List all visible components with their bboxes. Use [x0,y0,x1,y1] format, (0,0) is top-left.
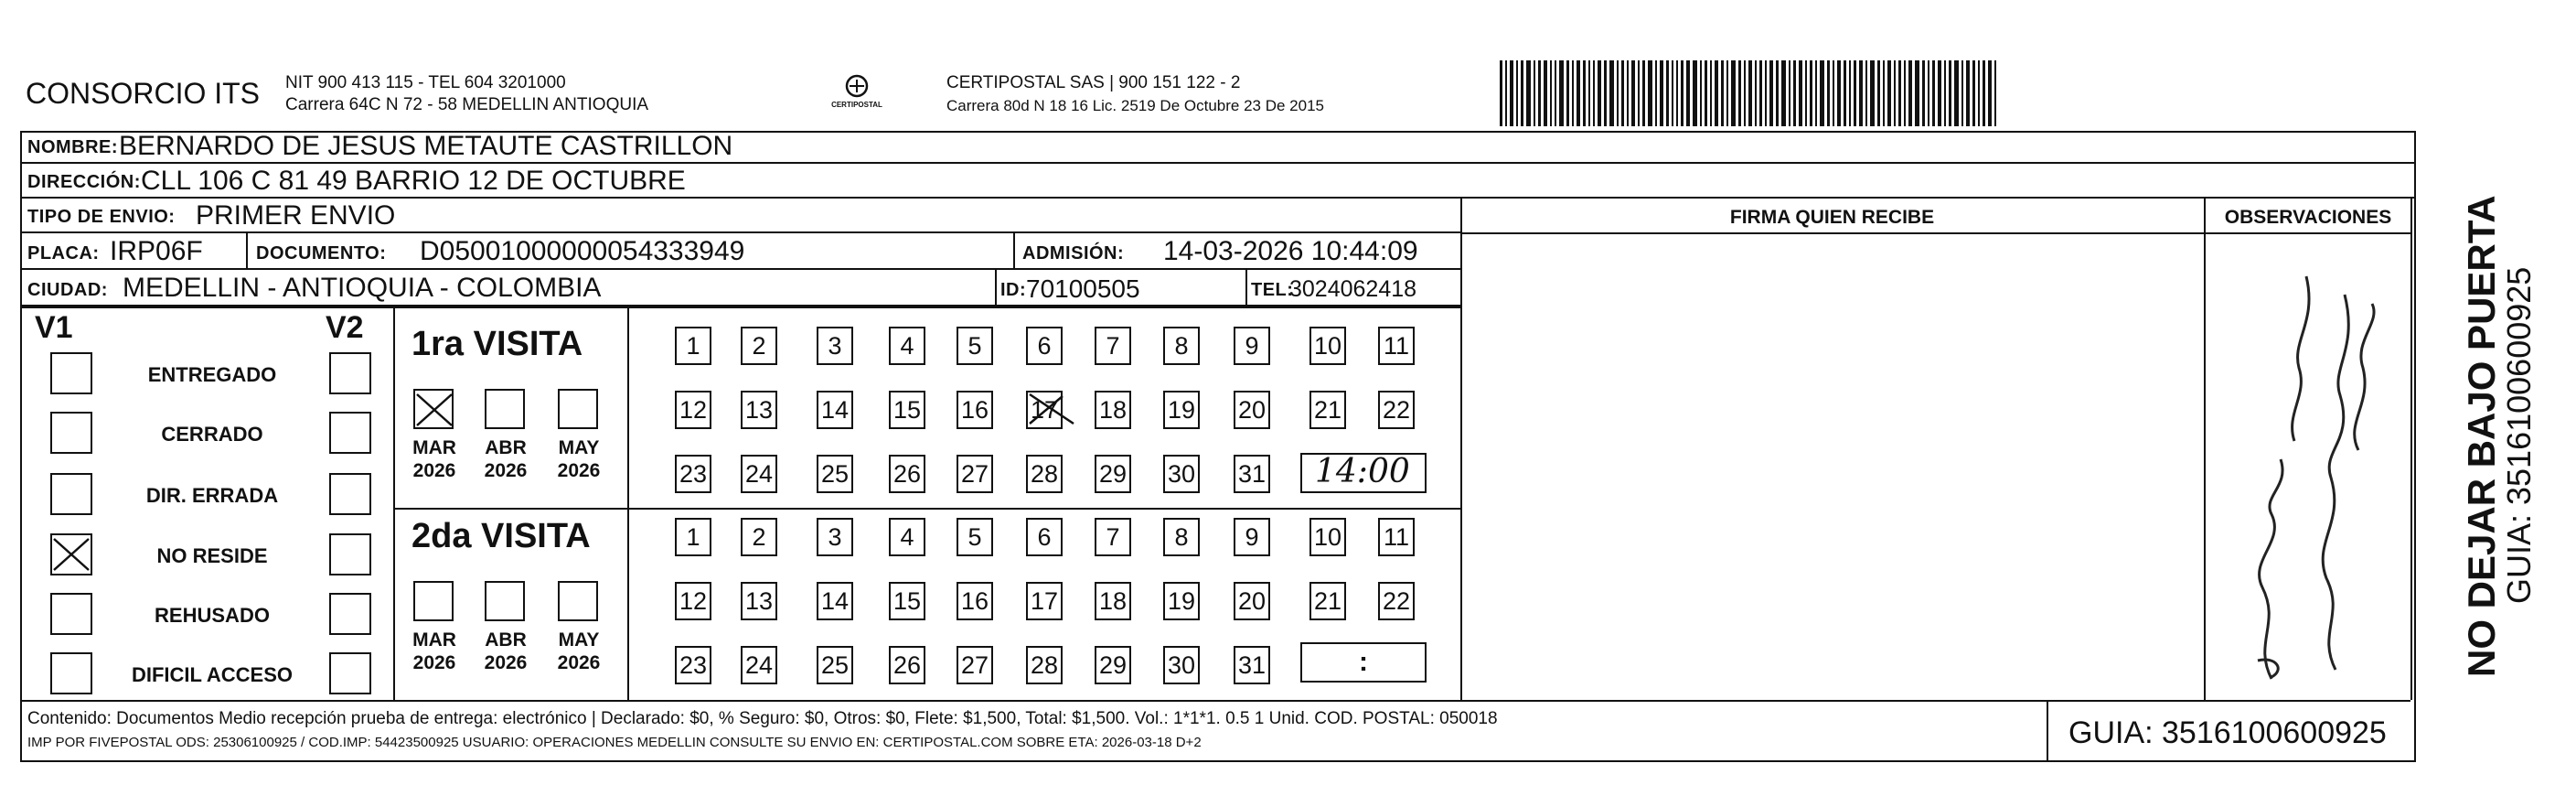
day-box-25[interactable]: 25 [817,646,853,684]
day-box-12[interactable]: 12 [675,582,711,620]
nombre-label: NOMBRE: [27,137,119,157]
firma-header-line [1460,232,2412,234]
day-box-20[interactable]: 20 [1234,582,1270,620]
day-box-16[interactable]: 16 [957,582,993,620]
day-box-10[interactable]: 10 [1309,518,1346,556]
ciudad-row [20,270,1460,306]
v1-checkbox-cerrado[interactable] [50,412,92,454]
day-box-15[interactable]: 15 [889,391,925,429]
day-box-6[interactable]: 6 [1026,327,1063,365]
certipostal-logo [831,73,882,117]
day-box-21[interactable]: 21 [1309,391,1346,429]
v2-checkbox-dir-errada[interactable] [329,473,371,515]
barcode-bar [1810,60,1812,126]
v1-checkbox-rehusado[interactable] [50,593,92,635]
barcode-bar [1593,60,1595,126]
first-visit-time-box[interactable] [1300,453,1427,493]
day-box-15[interactable]: 15 [889,582,925,620]
month-year-label [474,436,538,482]
barcode-bar [1755,60,1757,126]
barcode-bar [1710,60,1712,126]
barcode-bar [1681,60,1683,126]
status-label: CERRADO [161,423,263,446]
footer-imp: IMP POR FIVEPOSTAL ODS: 25306100925 / COD.IMP: 54423500925 USUARIO: OPERACIONES MEDELLIN CONSULTE SU ENVIO EN: CERTIPOSTAL.COM SOBRE ETA: 2026-03-18 D+2 [27,735,1202,750]
id-divider [995,270,997,306]
year-label: 2026 [412,460,456,481]
barcode-bar [1748,60,1752,126]
company-name: CONSORCIO ITS [26,77,261,110]
footer-guia-divider [2047,700,2048,762]
placa-row [20,233,1460,270]
barcode-bar [1776,60,1779,126]
barcode-bar [1781,60,1786,126]
barcode-bar [1521,60,1523,126]
month-year-label [402,629,466,674]
barcode-bar [1837,60,1841,126]
barcode-bar [1648,60,1652,126]
admision-divider [1013,233,1015,270]
side-guia: GUIA: 3516100600925 [2500,266,2538,604]
admision-label: ADMISIÓN: [1022,243,1125,263]
barcode-bar [1870,60,1875,126]
check-mark-icon [50,533,92,575]
status-label: DIR. ERRADA [145,484,279,507]
barcode-bar [1820,60,1824,126]
day-box-5[interactable]: 5 [957,327,993,365]
month-year-label [402,436,466,482]
barcode-bar [1765,60,1767,126]
day-box-11[interactable]: 11 [1378,518,1415,556]
barcode-bar [1833,60,1834,126]
documento-value: D05001000000054333949 [420,236,745,266]
barcode-bar [1731,60,1736,126]
barcode-bar [1954,60,1959,126]
day-box-26[interactable]: 26 [889,455,925,493]
month-label: MAY [558,437,600,458]
barcode-bar [1983,60,1985,126]
day-box-9[interactable]: 9 [1234,518,1270,556]
v2-checkbox-entregado[interactable] [329,352,371,394]
month-label: ABR [485,629,527,651]
month-checkbox-abr[interactable] [485,389,525,429]
barcode-bar [1627,60,1629,126]
v2-label: V2 [326,310,364,345]
barcode-bar [1854,60,1856,126]
barcode-bar [1705,60,1707,126]
barcode-bar [1598,60,1601,126]
status-label: ENTREGADO [147,363,277,386]
tipo-envio-row [20,199,1460,233]
month-year-label [547,629,611,674]
footer-guia: GUIA: 3516100600925 [2068,715,2387,750]
month-checkbox-may[interactable] [558,389,598,429]
month-year-label [547,436,611,482]
barcode-bar [1550,60,1552,126]
barcode-bar [1915,60,1919,126]
barcode-bar [1908,60,1912,126]
day-box-3[interactable]: 3 [817,327,853,365]
day-box-9[interactable]: 9 [1234,327,1270,365]
barcode-bar [1621,60,1624,126]
day-box-14[interactable]: 14 [817,391,853,429]
day-box-27[interactable]: 27 [957,646,993,684]
barcode-bar [1642,60,1645,126]
barcode-bar [1510,60,1513,126]
day-box-19[interactable]: 19 [1163,582,1200,620]
barcode [1500,60,1999,126]
barcode-bar [1865,60,1867,126]
certipostal-logo-text: CERTIPOSTAL [831,101,882,109]
barcode-bar [1693,60,1697,126]
barcode-bar [1505,60,1507,126]
year-label: 2026 [484,460,528,481]
direccion-row [20,164,2416,199]
day-box-20[interactable]: 20 [1234,391,1270,429]
v1-label: V1 [35,310,73,345]
month-checkbox-mar[interactable] [413,581,454,621]
barcode-bar [1583,60,1586,126]
barcode-bar [1559,60,1564,126]
month-checkbox-mar[interactable] [413,389,454,429]
barcode-bar [1815,60,1817,126]
barcode-bar [1538,60,1541,126]
barcode-bar [1715,60,1718,126]
barcode-bar [1877,60,1880,126]
v2-checkbox-rehusado[interactable] [329,593,371,635]
day-box-12[interactable]: 12 [675,391,711,429]
day-box-8[interactable]: 8 [1163,518,1200,556]
barcode-bar [1928,60,1929,126]
day-box-23[interactable]: 23 [675,455,711,493]
day-box-1[interactable]: 1 [675,327,711,365]
day-box-19[interactable]: 19 [1163,391,1200,429]
placa-divider [246,233,248,270]
barcode-bar [1978,60,1980,126]
day-box-26[interactable]: 26 [889,646,925,684]
barcode-bar [1744,60,1746,126]
day-box-13[interactable]: 13 [741,582,777,620]
day-cross-mark-icon [1026,391,1081,429]
barcode-bar [1883,60,1885,126]
year-label: 2026 [557,460,601,481]
day-box-17[interactable]: 17 [1026,582,1063,620]
footer-top-line [20,700,2410,702]
status-label: REHUSADO [155,604,270,627]
barcode-bar [1686,60,1690,126]
company-address: Carrera 64C N 72 - 58 MEDELLIN ANTIOQUIA [285,95,649,114]
barcode-bar [1966,60,1970,126]
barcode-bar [1500,60,1502,126]
barcode-bar [1994,60,1996,126]
day-box-5[interactable]: 5 [957,518,993,556]
obs-left-border [2204,199,2206,700]
tel-label: TEL: [1251,280,1294,300]
day-box-3[interactable]: 3 [817,518,853,556]
day-box-4[interactable]: 4 [889,518,925,556]
direccion-label: DIRECCIÓN: [27,172,141,192]
year-label: 2026 [557,652,601,673]
barcode-bar [1566,60,1569,126]
observaciones-label: OBSERVACIONES [2224,207,2392,228]
documento-label: DOCUMENTO: [256,243,387,263]
day-box-28[interactable]: 28 [1026,455,1063,493]
day-box-6[interactable]: 6 [1026,518,1063,556]
barcode-bar [1859,60,1863,126]
day-box-1[interactable]: 1 [675,518,711,556]
v1-checkbox-no-reside[interactable] [50,533,92,575]
day-box-18[interactable]: 18 [1095,582,1131,620]
v1-checkbox-dificil-acceso[interactable] [50,652,92,694]
visits-left-border [393,306,395,700]
day-box-28[interactable]: 28 [1026,646,1063,684]
v2-checkbox-dificil-acceso[interactable] [329,652,371,694]
barcode-bar [1904,60,1906,126]
day-box-11[interactable]: 11 [1378,327,1415,365]
ciudad-value: MEDELLIN - ANTIOQUIA - COLOMBIA [123,273,602,303]
day-box-24[interactable]: 24 [741,455,777,493]
no-dejar-bajo-puerta: NO DEJAR BAJO PUERTA [2460,195,2503,677]
barcode-bar [1805,60,1807,126]
direccion-value: CLL 106 C 81 49 BARRIO 12 DE OCTUBRE [141,166,686,196]
day-box-31[interactable]: 31 [1234,646,1270,684]
barcode-bar [1676,60,1678,126]
placa-value: IRP06F [110,236,203,266]
barcode-bar [1922,60,1925,126]
day-box-21[interactable]: 21 [1309,582,1346,620]
barcode-bar [1534,60,1535,126]
month-label: ABR [485,437,527,458]
barcode-bar [1672,60,1673,126]
day-box-2[interactable]: 2 [741,327,777,365]
barcode-bar [1660,60,1663,126]
status-top-line [20,306,1460,308]
barcode-bar [1726,60,1728,126]
tipo-envio-label: TIPO DE ENVIO: [27,207,176,227]
month-label: MAR [412,437,456,458]
firma-left-border [1460,199,1462,700]
barcode-bar [1588,60,1590,126]
admision-value: 14-03-2026 10:44:09 [1163,236,1418,266]
barcode-bar [1526,60,1531,126]
barcode-bar [1666,60,1669,126]
month-year-label [474,629,538,674]
v2-checkbox-cerrado[interactable] [329,412,371,454]
barcode-bar [1932,60,1935,126]
barcode-bar [1988,60,1992,126]
second-visit-title: 2da VISITA [412,517,591,555]
barcode-bar [1789,60,1790,126]
nombre-row [20,131,2416,164]
day-box-2[interactable]: 2 [741,518,777,556]
day-box-7[interactable]: 7 [1095,327,1131,365]
nombre-value: BERNARDO DE JESUS METAUTE CASTRILLON [119,131,733,161]
id-label: ID: [1000,280,1027,300]
v1-checkbox-entregado[interactable] [50,352,92,394]
barcode-bar [1631,60,1635,126]
barcode-bar [1972,60,1975,126]
barcode-bar [1769,60,1773,126]
visits-days-border [627,306,629,700]
month-label: MAY [558,629,600,651]
status-label: NO RESIDE [156,544,268,567]
year-label: 2026 [484,652,528,673]
barcode-bar [1555,60,1556,126]
first-visit-title: 1ra VISITA [412,325,583,363]
day-box-16[interactable]: 16 [957,391,993,429]
day-box-14[interactable]: 14 [817,582,853,620]
handwritten-observation [2207,240,2409,697]
barcode-bar [1887,60,1891,126]
barcode-bar [1759,60,1762,126]
barcode-bar [1949,60,1951,126]
barcode-bar [1655,60,1657,126]
id-value: 70100505 [1026,274,1140,303]
visits-middle-line [393,508,1460,510]
barcode-bar [1721,60,1724,126]
barcode-bar [1793,60,1796,126]
day-box-4[interactable]: 4 [889,327,925,365]
day-box-22[interactable]: 22 [1378,582,1415,620]
day-box-23[interactable]: 23 [675,646,711,684]
carrier-name: CERTIPOSTAL SAS | 900 151 122 - 2 [946,73,1241,92]
ciudad-label: CIUDAD: [27,280,108,300]
firma-label: FIRMA QUIEN RECIBE [1729,207,1935,228]
barcode-bar [1799,60,1802,126]
day-box-30[interactable]: 30 [1163,455,1200,493]
month-label: MAR [412,629,456,651]
barcode-bar [1604,60,1607,126]
barcode-bar [1617,60,1619,126]
day-box-30[interactable]: 30 [1163,646,1200,684]
barcode-bar [1844,60,1846,126]
carrier-address: Carrera 80d N 18 16 Lic. 2519 De Octubre 23 De 2015 [946,97,1324,114]
footer-contenido: Contenido: Documentos Medio recepción prueba de entrega: electrónico | Declarado: $0, % Seguro: $0, Otros: $0, Flete: $1,500, Total: $1,500. Vol.: 1*1*1. 0.5 1 Unid. COD. POSTAL: 050018 [27,709,1498,728]
day-box-10[interactable]: 10 [1309,327,1346,365]
status-label: DIFICIL ACCESO [131,663,293,686]
month-checkbox-may[interactable] [558,581,598,621]
barcode-bar [1638,60,1640,126]
day-box-18[interactable]: 18 [1095,391,1131,429]
day-box-27[interactable]: 27 [957,455,993,493]
day-box-7[interactable]: 7 [1095,518,1131,556]
barcode-bar [1894,60,1896,126]
barcode-bar [1572,60,1574,126]
year-label: 2026 [412,652,456,673]
first-visit-time: 14:00 [1315,453,1410,490]
check-mark-icon [413,389,455,431]
placa-label: PLACA: [27,243,100,263]
barcode-bar [1609,60,1614,126]
barcode-bar [1944,60,1946,126]
barcode-bar [1738,60,1741,126]
day-box-24[interactable]: 24 [741,646,777,684]
barcode-bar [1961,60,1963,126]
day-box-22[interactable]: 22 [1378,391,1415,429]
barcode-bar [1898,60,1901,126]
month-checkbox-abr[interactable] [485,581,525,621]
day-box-25[interactable]: 25 [817,455,853,493]
tel-divider [1245,270,1247,306]
tipo-envio-value: PRIMER ENVIO [196,200,396,231]
barcode-bar [1516,60,1518,126]
v2-checkbox-no-reside[interactable] [329,533,371,575]
second-visit-time-box[interactable]: : [1300,642,1427,683]
barcode-bar [1849,60,1851,126]
day-box-17[interactable]: 17 [1026,391,1063,429]
day-box-29[interactable]: 29 [1095,455,1131,493]
day-box-13[interactable]: 13 [741,391,777,429]
barcode-bar [1700,60,1702,126]
company-nit-tel: NIT 900 413 115 - TEL 604 3201000 [285,73,566,92]
barcode-bar [1827,60,1830,126]
tel-value: 3024062418 [1289,276,1417,302]
barcode-bar [1938,60,1941,126]
day-box-8[interactable]: 8 [1163,327,1200,365]
v1-checkbox-dir-errada[interactable] [50,473,92,515]
day-box-29[interactable]: 29 [1095,646,1131,684]
barcode-bar [1577,60,1580,126]
day-box-31[interactable]: 31 [1234,455,1270,493]
obs-right-border [2410,199,2412,700]
barcode-bar [1544,60,1547,126]
